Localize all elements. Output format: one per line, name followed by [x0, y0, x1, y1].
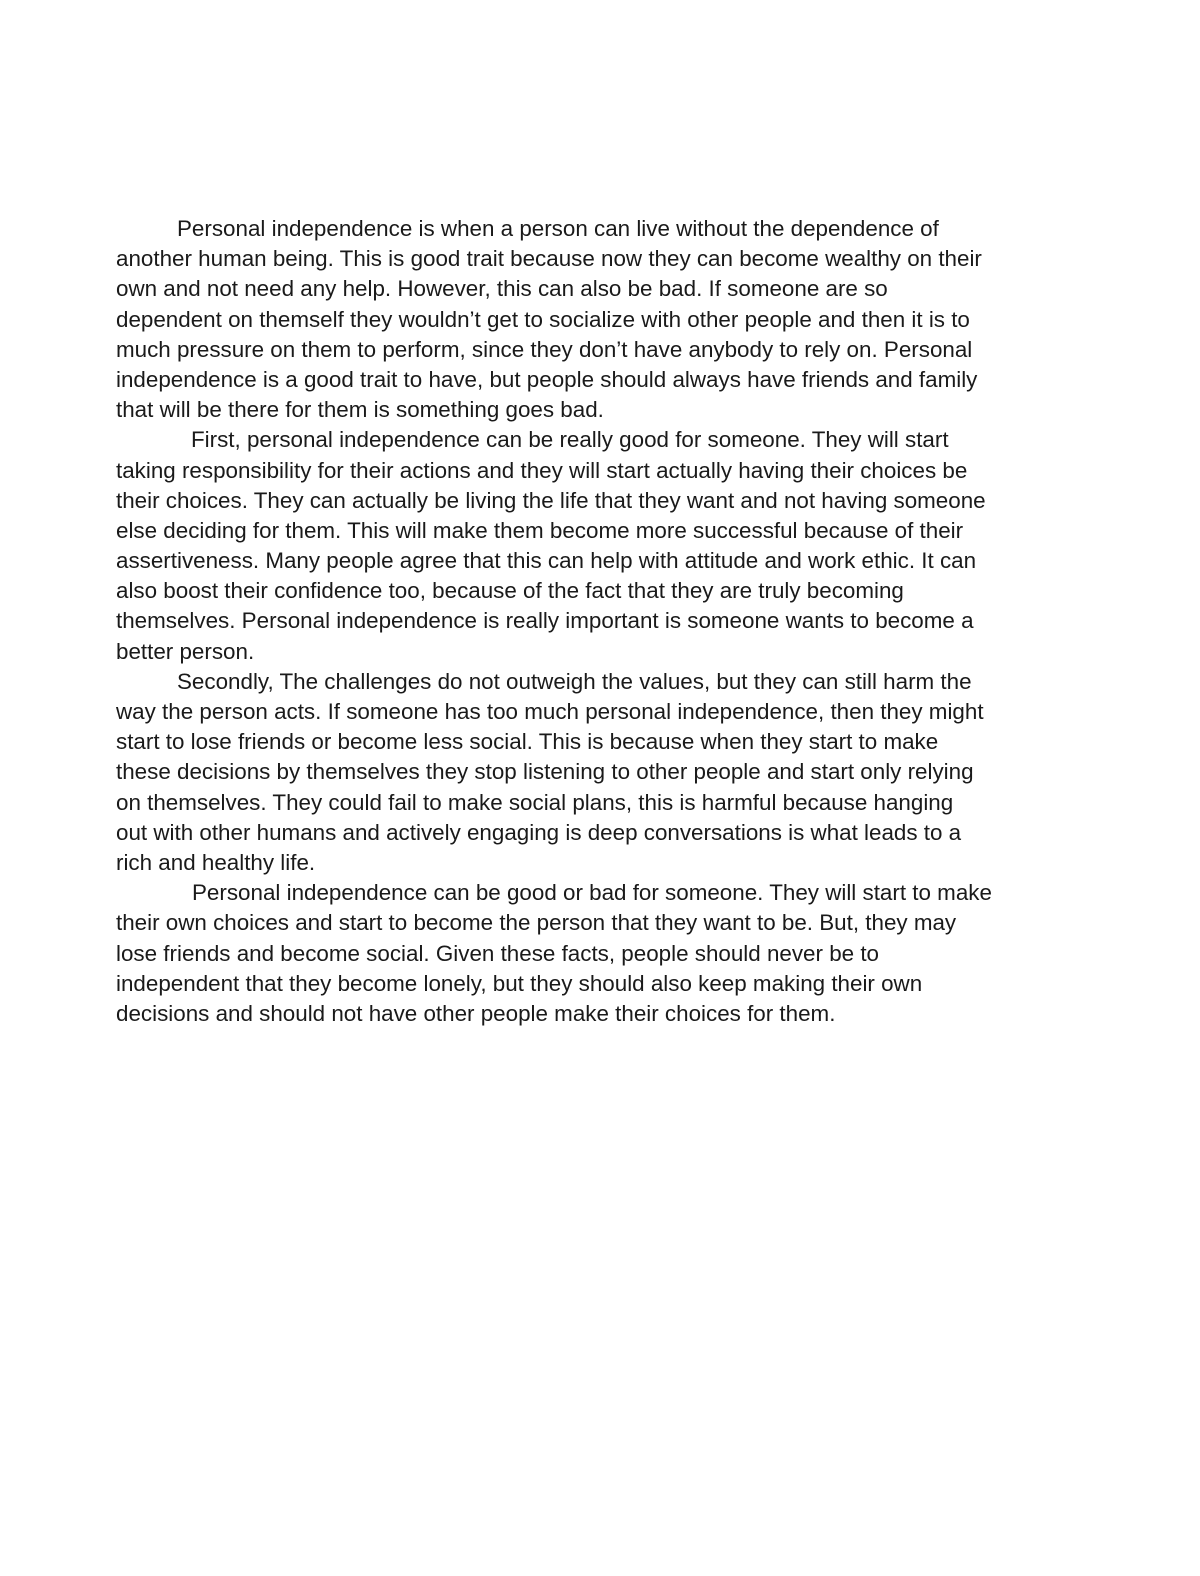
paragraph-line: Secondly, The challenges do not outweigh the values, but they can still harm the	[177, 668, 972, 694]
paragraph-line: also boost their confidence too, because of the fact that they are truly becoming	[116, 578, 904, 604]
paragraph-line: on themselves. They could fail to make social plans, this is harmful because hanging	[116, 789, 954, 815]
paragraph-line: better person.	[116, 638, 255, 664]
paragraph-line: independent that they become lonely, but they should also keep making their own	[116, 970, 923, 996]
paragraph-line: start to lose friends or become less social. This is because when they start to make	[116, 729, 939, 755]
essay-body	[116, 214, 1106, 1029]
paragraph-line: dependent on themself they wouldn’t get to socialize with other people and then it is to	[116, 306, 970, 332]
paragraph-line: way the person acts. If someone has too much personal independence, then they might	[116, 699, 984, 724]
paragraph-line: out with other humans and actively engaging is deep conversations is what leads to a	[116, 819, 962, 845]
paragraph-line: Personal independence can be good or bad for someone. They will start to make	[192, 880, 992, 906]
paragraph-line: another human being. This is good trait because now they can become wealthy on their	[116, 246, 982, 272]
paragraph-1	[116, 214, 1106, 425]
paragraph-3	[116, 667, 1106, 878]
paragraph-line: else deciding for them. This will make them become more successful because of their	[116, 517, 964, 543]
paragraph-line: own and not need any help. However, this can also be bad. If someone are so	[116, 276, 888, 302]
paragraph-line: rich and healthy life.	[116, 849, 316, 875]
paragraph-line: assertiveness. Many people agree that this can help with attitude and work ethic. It can	[116, 548, 977, 574]
paragraph-line: taking responsibility for their actions and they will start actually having their choices be	[116, 457, 968, 483]
paragraph-2	[116, 425, 1106, 667]
paragraph-line: themselves. Personal independence is really important is someone wants to become a	[116, 608, 974, 634]
paragraph-line: their own choices and start to become the person that they want to be. But, they may	[116, 910, 957, 936]
paragraph-line: First, personal independence can be really good for someone. They will start	[191, 427, 949, 453]
paragraph-line: lose friends and become social. Given these facts, people should never be to	[116, 940, 879, 966]
paragraph-line: much pressure on them to perform, since they don’t have anybody to rely on. Personal	[116, 336, 973, 362]
paragraph-line: that will be there for them is something goes bad.	[116, 397, 604, 423]
paragraph-line: their choices. They can actually be living the life that they want and not having someone	[116, 487, 986, 513]
paragraph-line: Personal independence is when a person can live without the dependence of	[177, 216, 939, 241]
paragraph-4	[116, 878, 1106, 1029]
paragraph-line: decisions and should not have other people make their choices for them.	[116, 1000, 836, 1026]
paragraph-line: independence is a good trait to have, but people should always have friends and family	[116, 366, 978, 392]
paragraph-line: these decisions by themselves they stop listening to other people and start only relying	[116, 759, 974, 785]
